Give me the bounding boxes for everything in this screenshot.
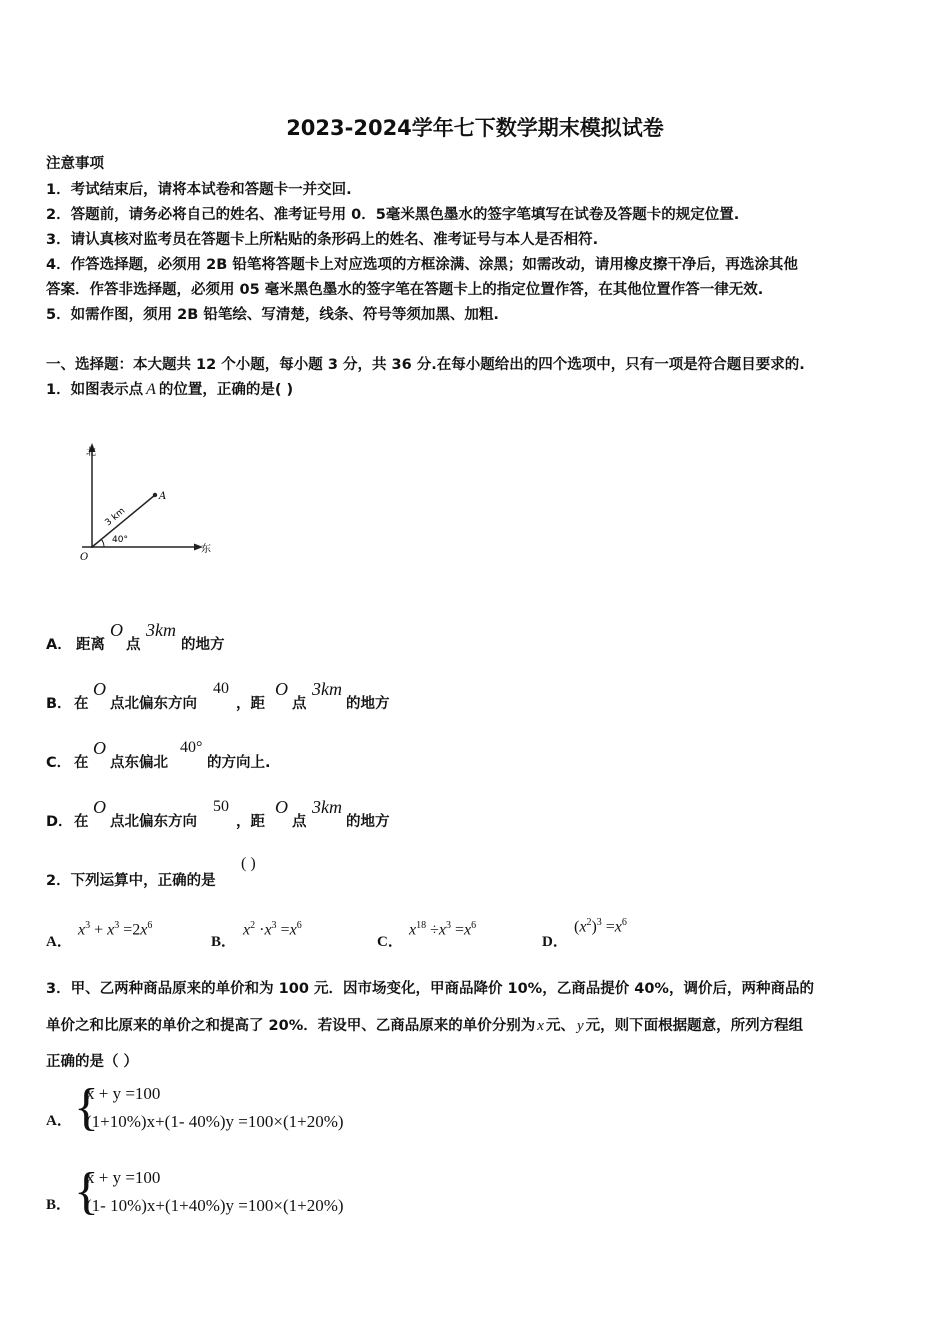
- option-text: 点: [292, 696, 307, 712]
- var-o: O: [93, 679, 106, 699]
- distance-value: 3km: [312, 797, 342, 817]
- q1-direction-figure: [70, 440, 230, 570]
- formula: $x^2 \cdot x^3 =x^6$: [243, 920, 302, 939]
- formula: $x^{18} \div x^3 =x^6$: [409, 920, 477, 939]
- north-label: 北: [86, 447, 96, 458]
- option-letter: B．: [46, 1197, 72, 1213]
- q3-line1: 3．甲、乙两种商品原来的单价和为 100 元．因市场变化，甲商品降价 10%，乙商品提价 40%，调价后，两种商品的: [46, 981, 814, 997]
- option-text: 在: [74, 814, 89, 830]
- origin-label: O: [80, 552, 89, 563]
- distance-value: 3km: [146, 620, 176, 640]
- formula: $x^3 + x^3 =2x^6$: [78, 920, 153, 939]
- option-text: ，距: [236, 814, 265, 830]
- option-text: 点北偏东方向: [110, 696, 197, 712]
- option-letter: D．: [542, 934, 568, 950]
- option-letter: C．: [377, 934, 403, 950]
- angle-value: 40: [213, 680, 229, 697]
- q2-option-d[interactable]: [542, 917, 627, 951]
- option-letter: B．: [211, 934, 237, 950]
- option-text: 在: [74, 696, 89, 712]
- option-text: 的地方: [346, 814, 390, 830]
- distance-label: 3 km: [103, 506, 128, 529]
- option-text: 点东偏北: [110, 755, 168, 771]
- option-letter: C．: [46, 755, 72, 771]
- brace-icon: {: [74, 1079, 99, 1136]
- var-y: y: [576, 1018, 584, 1034]
- option-text: 距离: [76, 637, 105, 653]
- option-text: ，距: [236, 696, 265, 712]
- q3-line3: 正确的是（ ）: [46, 1054, 139, 1070]
- var-o: O: [93, 738, 106, 758]
- option-text: 的地方: [346, 696, 390, 712]
- brace-icon: {: [74, 1163, 99, 1220]
- formula: $(x^2)^3 =x^6$: [574, 917, 627, 936]
- notice-item: 2．答题前，请务必将自己的姓名、准考证号用 0．5毫米黑色墨水的签字笔填写在试卷及答题卡的规定位置.: [46, 207, 740, 223]
- q1-var-a: A: [146, 381, 156, 398]
- q2-stem: 2．下列运算中，正确的是: [46, 873, 216, 889]
- q1-stem-post: 的位置，正确的是( ): [158, 382, 294, 398]
- notice-item: 4．作答选择题，必须用 2B 铅笔将答题卡上对应选项的方框涂满、涂黑；如需改动，请用橡皮擦干净后，再选涂其他: [46, 257, 798, 273]
- notice-item: 5．如需作图，须用 2B 铅笔绘、写清楚，线条、符号等须加黑、加粗.: [46, 307, 499, 323]
- page-title: 2023-2024学年七下数学期末模拟试卷: [286, 116, 664, 140]
- option-letter: A．: [46, 637, 72, 653]
- q1-stem-pre: 1．如图表示点: [46, 382, 144, 398]
- q3-line2: [46, 1014, 803, 1035]
- distance-value: 3km: [312, 679, 342, 699]
- point-a: [153, 493, 157, 497]
- angle-arc: [101, 539, 104, 547]
- q2-paren: ( ): [241, 855, 256, 872]
- q1-option-d[interactable]: [46, 797, 446, 837]
- notice-item: 答案．作答非选择题，必须用 05 毫米黑色墨水的签字笔在答题卡上的指定位置作答，在其他位置作答一律无效.: [46, 282, 764, 298]
- notice-item: 1．考试结束后，请将本试卷和答题卡一并交回.: [46, 182, 352, 198]
- option-text: 点: [292, 814, 307, 830]
- equation: (1+10%)x+(1- 40%)y =100×(1+20%): [86, 1112, 344, 1131]
- q3-option-b[interactable]: [46, 1164, 446, 1226]
- var-o: O: [275, 679, 288, 699]
- notice-item: 3．请认真核对监考员在答题卡上所粘贴的条形码上的姓名、准考证号与本人是否相符.: [46, 232, 599, 248]
- text: 元、: [545, 1018, 575, 1034]
- text: 元，则下面根据题意，所列方程组: [585, 1018, 804, 1034]
- equation: (1- 10%)x+(1+40%)y =100×(1+20%): [86, 1196, 344, 1215]
- q2-option-c[interactable]: [377, 920, 477, 951]
- option-text: 的地方: [181, 637, 225, 653]
- point-a-label: A: [159, 491, 167, 502]
- q2-option-a[interactable]: [46, 920, 153, 951]
- q1-stem: [46, 378, 293, 399]
- angle-value: 50: [213, 798, 229, 815]
- option-letter: A．: [46, 1113, 72, 1129]
- angle-label: 40°: [112, 535, 128, 545]
- east-label: 东: [201, 544, 211, 555]
- option-letter: A．: [46, 934, 72, 950]
- q1-option-b[interactable]: [46, 679, 446, 719]
- option-text: 点北偏东方向: [110, 814, 197, 830]
- text: 单价之和比原来的单价之和提高了 20%．若设甲、乙商品原来的单价分别为: [46, 1018, 536, 1034]
- option-text: 在: [74, 755, 89, 771]
- notice-heading: 注意事项: [46, 156, 104, 172]
- option-letter: B．: [46, 696, 72, 712]
- var-o: O: [93, 797, 106, 817]
- option-text: 的方向上.: [207, 755, 271, 771]
- equation: x + y =100: [86, 1168, 161, 1187]
- var-x: x: [537, 1018, 544, 1034]
- var-o: O: [110, 620, 123, 640]
- option-letter: D．: [46, 814, 73, 830]
- section-heading: 一、选择题：本大题共 12 个小题，每小题 3 分，共 36 分.在每小题给出的四个选项中，只有一项是符合题目要求的.: [46, 357, 805, 373]
- angle-value: 40°: [180, 739, 203, 756]
- option-text: 点: [126, 637, 141, 653]
- var-o: O: [275, 797, 288, 817]
- q3-option-a[interactable]: [46, 1080, 446, 1142]
- q2-option-b[interactable]: [211, 920, 302, 951]
- equation: x + y =100: [86, 1084, 161, 1103]
- q1-option-c[interactable]: [46, 738, 346, 778]
